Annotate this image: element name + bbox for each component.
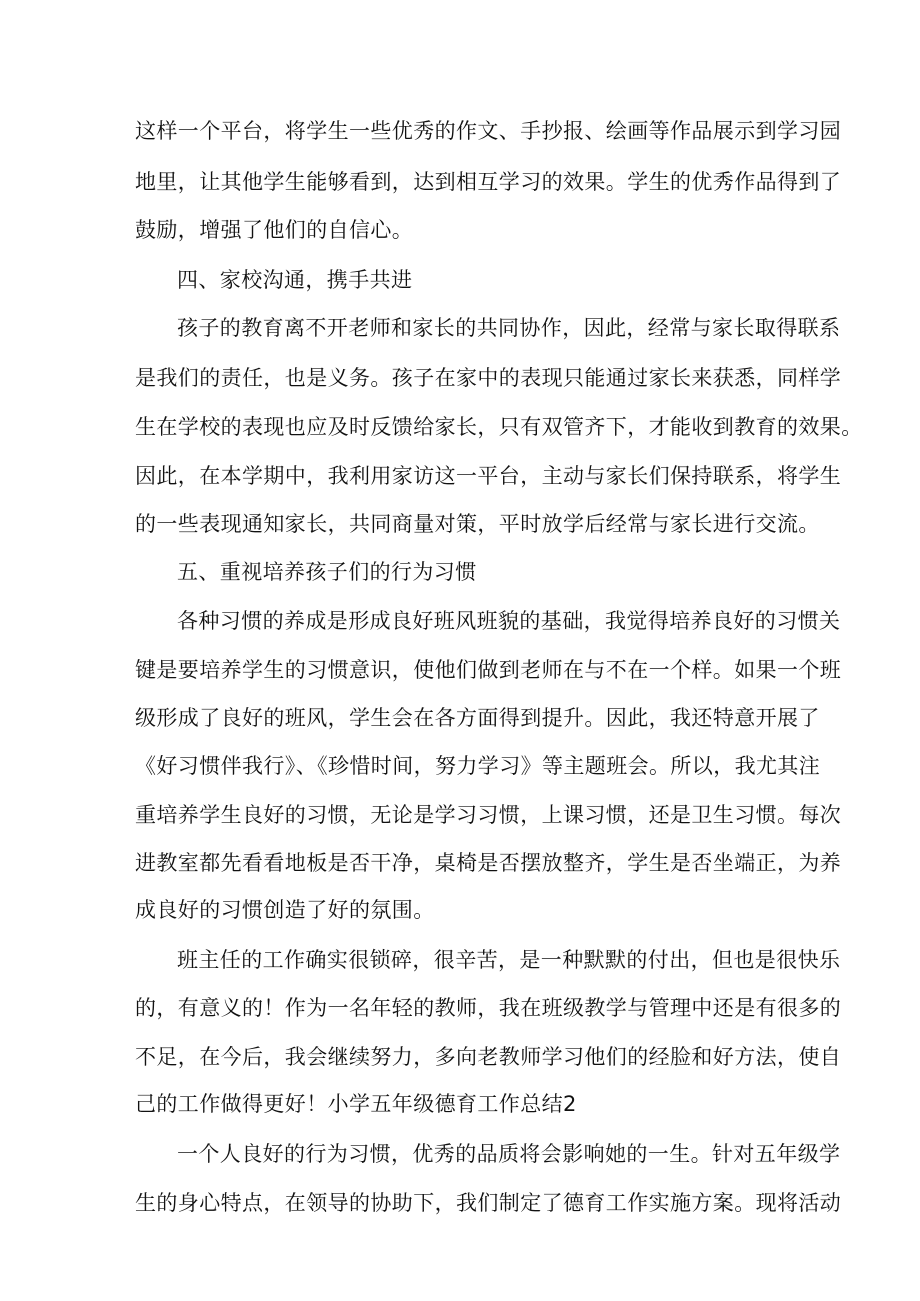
text-line: 键是要培养学生的习惯意识，使他们做到老师在与不在一个样。如果一个班	[135, 658, 842, 682]
text-line: 各种习惯的养成是形成良好班风班貌的基础，我觉得培养良好的习惯关	[177, 609, 841, 633]
text-line: 班主任的工作确实很锁碎，很辛苦，是一种默默的付出，但也是很快乐	[177, 948, 841, 972]
text-line: 己的工作做得更好！小学五年级德育工作总结2	[135, 1092, 577, 1116]
text-line: 地里，让其他学生能够看到，达到相互学习的效果。学生的优秀作品得到了	[135, 170, 842, 194]
text-line: 是我们的责任，也是义务。孩子在家中的表现只能通过家长来获悉，同样学	[135, 366, 842, 390]
text-line: 鼓励，增强了他们的自信心。	[135, 218, 414, 242]
text-line: 成良好的习惯创造了好的氛围。	[135, 898, 435, 922]
text-line: 生在学校的表现也应及时反馈给家长，只有双管齐下，才能收到教育的效果。	[135, 415, 863, 439]
text-line: 一个人良好的行为习惯，优秀的品质将会影响她的一生。针对五年级学	[177, 1142, 841, 1166]
text-line: 孩子的教育离不开老师和家长的共同协作，因此，经常与家长取得联系	[177, 316, 841, 340]
text-line: 因此，在本学期中，我利用家访这一平台，主动与家长们保持联系，将学生	[135, 464, 842, 488]
text-line: 的，有意义的！作为一名年轻的教师，我在班级教学与管理中还是有很多的	[135, 996, 842, 1020]
text-line: 进教室都先看看地板是否干净，桌椅是否摆放整齐，学生是否坐端正，为养	[135, 851, 842, 875]
section-heading: 五、重视培养孩子们的行为习惯	[177, 560, 477, 584]
text-line: 这样一个平台，将学生一些优秀的作文、手抄报、绘画等作品展示到学习园	[135, 119, 842, 143]
text-line: 重培养学生良好的习惯，无论是学习习惯，上课习惯，还是卫生习惯。每次	[135, 803, 842, 827]
text-line: 生的身心特点，在领导的协助下，我们制定了德育工作实施方案。现将活动	[135, 1191, 842, 1215]
text-line: 不足，在今后，我会继续努力，多向老教师学习他们的经脸和好方法，使自	[135, 1045, 842, 1069]
text-line: 《好习惯伴我行》、《珍惜时间，努力学习》等主题班会。所以，我尤其注	[135, 754, 821, 778]
text-line: 级形成了良好的班风，学生会在各方面得到提升。因此，我还特意开展了	[135, 706, 820, 730]
section-heading: 四、家校沟通，携手共进	[177, 268, 413, 292]
text-line: 的一些表现通知家长，共同商量对策，平时放学后经常与家长进行交流。	[135, 512, 820, 536]
